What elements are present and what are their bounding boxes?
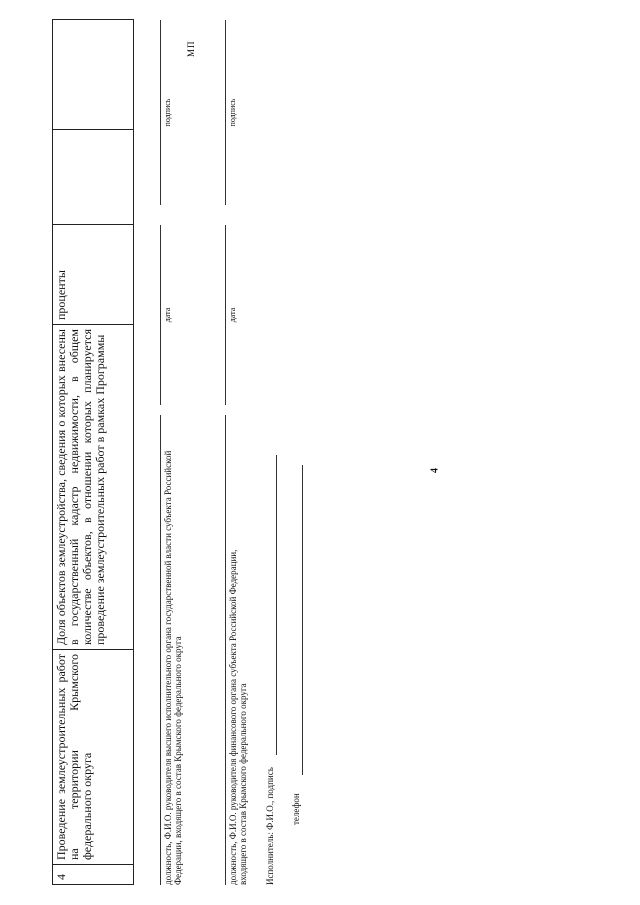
row-number-cell: 4 bbox=[53, 865, 134, 885]
head-date-label: дата bbox=[163, 307, 172, 323]
value-cell-6 bbox=[53, 20, 134, 130]
page-number: 4 bbox=[429, 468, 441, 473]
executor-label: Исполнитель: Ф.И.О., подпись bbox=[265, 767, 275, 885]
head-title-line bbox=[160, 415, 161, 885]
phone-label: телефон bbox=[291, 793, 301, 825]
finance-date-label: дата bbox=[228, 307, 237, 323]
finance-date-line bbox=[225, 225, 226, 405]
head-date-line bbox=[160, 225, 161, 405]
finance-signature-label: подпись bbox=[228, 98, 237, 127]
table-row bbox=[53, 20, 134, 885]
finance-signature-line bbox=[225, 20, 226, 205]
head-signature-label: подпись bbox=[163, 98, 172, 127]
head-signature-line bbox=[160, 20, 161, 205]
stamp-placeholder: МП bbox=[186, 40, 196, 57]
phone-line bbox=[302, 465, 303, 775]
value-cell-5 bbox=[53, 130, 134, 225]
finance-title-line bbox=[225, 415, 226, 885]
indicators-table bbox=[52, 19, 134, 885]
head-title-label: должность, Ф.И.О. руководителя высшего исполнительного органа государственной власти субъекта Российской Федерации, входящего в состав Крымского федерального округа bbox=[163, 450, 183, 885]
finance-title-label: должность, Ф.И.О. руководителя финансового органа субъекта Российской Федерации, входящего в состав Крымского федерального округа bbox=[228, 549, 248, 885]
indicator-cell: Доля объектов землеустройства, сведения о которых внесены в государственный кадастр недвижимости, в общем количестве объектов, в отношении которых планируется проведение землеустроительных работ в рамках Программы bbox=[53, 325, 134, 650]
executor-line bbox=[276, 455, 277, 755]
unit-cell: проценты bbox=[53, 225, 134, 325]
activity-name-cell: Проведение землеустроительных работ на территории Крымского федерального округа bbox=[53, 650, 134, 865]
